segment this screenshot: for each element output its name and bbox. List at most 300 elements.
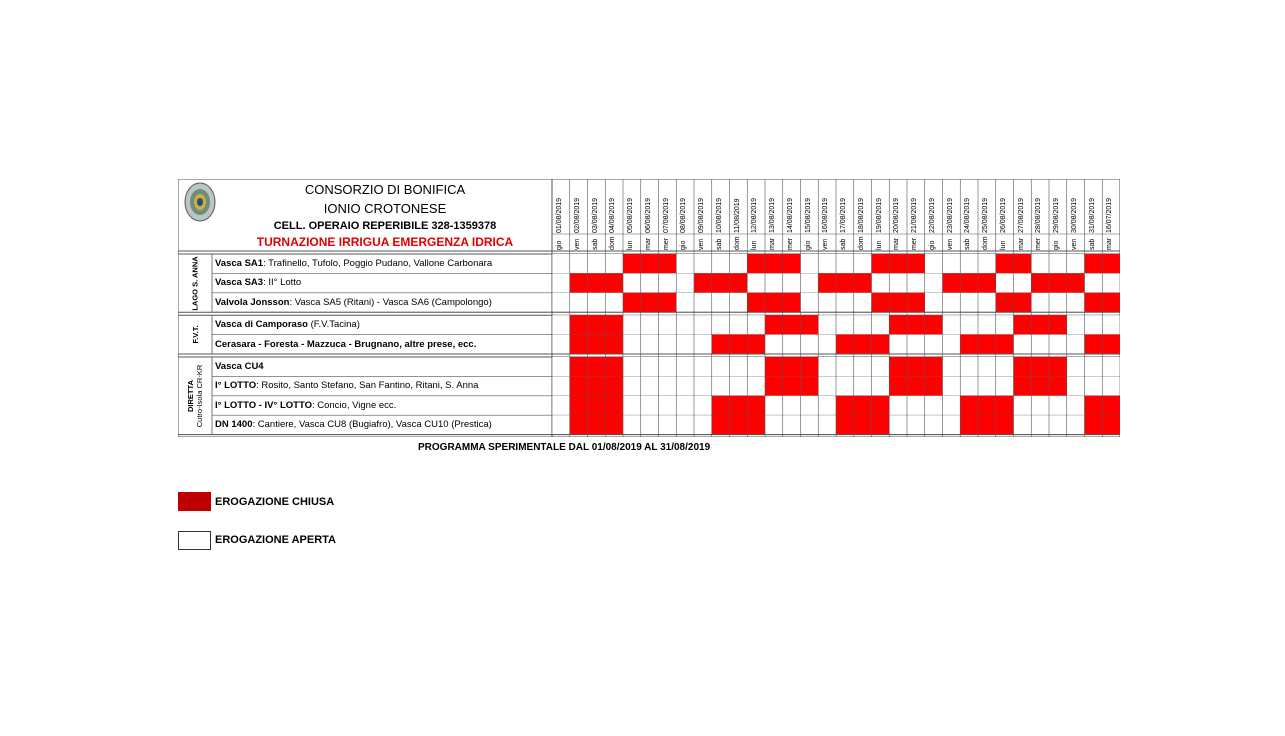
cell-open [836, 254, 854, 273]
column-day-label: sab [1088, 238, 1096, 250]
cell-open [588, 293, 606, 312]
cell-open [943, 254, 961, 273]
cell-closed [818, 273, 836, 292]
cell-open [552, 357, 570, 376]
cell-open [623, 415, 641, 434]
cell-open [747, 273, 765, 292]
cell-closed [996, 293, 1014, 312]
column-day-label: ven [1070, 238, 1078, 250]
cell-open [676, 357, 694, 376]
column-day-label: mer [662, 237, 670, 250]
cell-closed [907, 376, 925, 395]
cell-open [552, 254, 570, 273]
cell-open [1049, 254, 1067, 273]
cell-open [889, 273, 907, 292]
cell-closed [907, 357, 925, 376]
cell-closed [996, 415, 1014, 434]
column-date-label: 02/08/2019 [573, 197, 581, 233]
cell-open [641, 315, 659, 334]
column-date-label: 19/08/2019 [875, 197, 883, 233]
column-date-label: 17/08/2019 [840, 197, 847, 233]
cell-open [978, 293, 996, 312]
cell-closed [889, 293, 907, 312]
column-date-label: 14/08/2019 [786, 197, 794, 233]
cell-open [623, 396, 641, 415]
cell-closed [1049, 315, 1067, 334]
cell-open [730, 357, 748, 376]
cell-open [712, 254, 730, 273]
row-detail: : Rosito, Santo Stefano, San Fantino, Ritani, S. Anna [256, 380, 479, 392]
column-date-label: 18/08/2019 [857, 197, 865, 233]
row-label [215, 357, 551, 376]
cell-closed [925, 376, 943, 395]
cell-closed [978, 335, 996, 354]
cell-open [552, 315, 570, 334]
column-date-label: 13/08/2019 [769, 197, 776, 233]
cell-open [836, 293, 854, 312]
legend-closed-swatch [178, 492, 211, 511]
cell-open [960, 315, 978, 334]
column-date-label: 27/08/2019 [1017, 197, 1025, 233]
row-label [215, 396, 551, 415]
cell-open [818, 357, 836, 376]
legend-open-label: EROGAZIONE APERTA [215, 534, 337, 546]
cell-closed [889, 315, 907, 334]
cell-open [1085, 273, 1103, 292]
cell-open [907, 335, 925, 354]
cell-open [1067, 396, 1085, 415]
cell-open [1014, 396, 1032, 415]
cell-closed [730, 415, 748, 434]
cell-open [960, 376, 978, 395]
cell-open [1049, 396, 1067, 415]
column-day-label: dom [857, 236, 865, 250]
cell-open [1085, 357, 1103, 376]
cell-open [943, 396, 961, 415]
column-date-label: 12/08/2019 [751, 197, 759, 233]
row-detail: : Cantiere, Vasca CU8 (Bugiafro), Vasca CU10 (Prestica) [252, 419, 492, 431]
cell-open [783, 335, 801, 354]
cell-open [943, 376, 961, 395]
cell-closed [605, 357, 623, 376]
column-day-label: gio [680, 240, 688, 250]
cell-closed [960, 273, 978, 292]
cell-closed [588, 357, 606, 376]
consortium-logo-icon [184, 182, 216, 222]
cell-open [1049, 335, 1067, 354]
cell-closed [747, 293, 765, 312]
cell-open [801, 254, 819, 273]
cell-open [659, 376, 677, 395]
cell-closed [712, 415, 730, 434]
cell-open [1085, 376, 1103, 395]
cell-closed [872, 254, 890, 273]
cell-closed [925, 315, 943, 334]
cell-closed [570, 415, 588, 434]
cell-closed [854, 396, 872, 415]
cell-open [978, 254, 996, 273]
cell-closed [570, 396, 588, 415]
cell-closed [925, 357, 943, 376]
cell-open [854, 254, 872, 273]
row-label [215, 293, 551, 312]
column-date-label: 21/08/2019 [911, 197, 918, 233]
row-name: Cerasara - Foresta - Mazzuca - Brugnano, altre prese, ecc. [215, 338, 477, 350]
cell-closed [1049, 376, 1067, 395]
cell-closed [570, 335, 588, 354]
cell-open [659, 396, 677, 415]
cell-open [925, 293, 943, 312]
cell-open [1067, 293, 1085, 312]
column-day-label: gio [928, 240, 936, 250]
column-day-label: mer [786, 237, 794, 250]
row-name: I° LOTTO - IV° LOTTO [215, 399, 312, 411]
cell-open [694, 376, 712, 395]
group-label-line: DIRETTA [186, 379, 195, 412]
cell-open [943, 357, 961, 376]
cell-closed [872, 335, 890, 354]
cell-open [676, 254, 694, 273]
cell-open [641, 415, 659, 434]
column-date-label: 06/08/2019 [644, 197, 652, 233]
cell-open [570, 254, 588, 273]
group-label-line: F.V.T. [190, 325, 200, 344]
cell-open [1067, 415, 1085, 434]
cell-closed [712, 335, 730, 354]
column-date-label: 23/08/2019 [946, 197, 954, 233]
cell-open [801, 293, 819, 312]
cell-open [694, 415, 712, 434]
cell-open [925, 415, 943, 434]
cell-closed [623, 293, 641, 312]
group-label [191, 315, 200, 354]
cell-open [659, 315, 677, 334]
row-label [215, 315, 551, 334]
cell-closed [747, 415, 765, 434]
cell-closed [1085, 335, 1103, 354]
cell-open [818, 376, 836, 395]
cell-closed [570, 315, 588, 334]
cell-closed [659, 254, 677, 273]
column-date-label: 03/08/2019 [591, 197, 599, 233]
cell-open [854, 357, 872, 376]
cell-open [1014, 415, 1032, 434]
cell-open [907, 415, 925, 434]
cell-open [801, 415, 819, 434]
cell-closed [605, 335, 623, 354]
cell-open [943, 335, 961, 354]
cell-open [570, 293, 588, 312]
cell-closed [712, 396, 730, 415]
cell-open [801, 335, 819, 354]
cell-closed [730, 396, 748, 415]
cell-closed [588, 396, 606, 415]
row-detail: : Concio, Vigne ecc. [311, 399, 397, 411]
cell-open [676, 376, 694, 395]
cell-open [676, 335, 694, 354]
cell-open [925, 396, 943, 415]
column-day-label: dom [609, 236, 617, 250]
cell-open [659, 415, 677, 434]
cell-open [818, 293, 836, 312]
cell-open [552, 335, 570, 354]
cell-open [623, 376, 641, 395]
org-line-2: IONIO CROTONESE [323, 201, 447, 216]
row-name: Valvola Jonsson [215, 296, 290, 308]
column-date-label: 24/08/2019 [964, 197, 972, 233]
cell-open [765, 335, 783, 354]
cell-open [712, 315, 730, 334]
cell-open [694, 254, 712, 273]
column-date-label: 05/08/2019 [627, 197, 634, 233]
cell-open [1031, 293, 1049, 312]
cell-closed [659, 293, 677, 312]
cell-open [605, 293, 623, 312]
group-label-line: Cutro-Isola CR-KR [195, 364, 204, 428]
cell-open [730, 315, 748, 334]
column-date-label: 16/07/2019 [1106, 197, 1114, 233]
cell-open [960, 254, 978, 273]
cell-open [676, 273, 694, 292]
cell-closed [694, 273, 712, 292]
cell-open [1031, 335, 1049, 354]
cell-closed [730, 335, 748, 354]
cell-closed [872, 293, 890, 312]
cell-closed [1102, 293, 1120, 312]
cell-open [659, 335, 677, 354]
cell-open [694, 315, 712, 334]
cell-open [801, 396, 819, 415]
column-day-label: dom [982, 236, 989, 250]
cell-closed [978, 415, 996, 434]
column-day-label: mar [1106, 237, 1114, 250]
cell-closed [960, 396, 978, 415]
cell-closed [783, 293, 801, 312]
cell-open [907, 273, 925, 292]
cell-closed [960, 335, 978, 354]
cell-open [1102, 376, 1120, 395]
cell-open [1049, 293, 1067, 312]
cell-closed [943, 273, 961, 292]
cell-open [872, 315, 890, 334]
cell-open [854, 315, 872, 334]
column-day-label: dom [733, 236, 741, 250]
column-date-label: 09/08/2019 [698, 197, 705, 233]
cell-closed [996, 254, 1014, 273]
row-label [215, 273, 551, 292]
cell-closed [836, 335, 854, 354]
cell-closed [765, 357, 783, 376]
cell-closed [605, 273, 623, 292]
cell-open [712, 357, 730, 376]
row-detail: : II° Lotto [263, 277, 302, 289]
cell-closed [854, 415, 872, 434]
cell-open [1031, 396, 1049, 415]
cell-open [836, 357, 854, 376]
cell-closed [765, 293, 783, 312]
column-day-label: mar [1017, 237, 1025, 250]
cell-open [818, 315, 836, 334]
cell-open [978, 376, 996, 395]
cell-open [943, 293, 961, 312]
cell-closed [872, 396, 890, 415]
cell-closed [605, 315, 623, 334]
column-date-label: 08/08/2019 [680, 197, 688, 233]
cell-open [659, 357, 677, 376]
cell-open [747, 357, 765, 376]
cell-open [676, 396, 694, 415]
cell-open [1049, 415, 1067, 434]
row-detail: : Vasca SA5 (Ritani) - Vasca SA6 (Campolongo) [289, 296, 492, 308]
cell-open [907, 396, 925, 415]
cell-open [552, 273, 570, 292]
cell-closed [588, 273, 606, 292]
column-day-label: gio [556, 240, 563, 250]
column-date-label: 30/08/2019 [1070, 197, 1078, 233]
cell-open [1085, 315, 1103, 334]
column-day-label: ven [946, 238, 954, 250]
cell-closed [783, 315, 801, 334]
org-line-1: CONSORZIO DI BONIFICA [304, 182, 466, 197]
cell-open [872, 273, 890, 292]
cell-closed [588, 315, 606, 334]
column-day-label: sab [840, 238, 847, 250]
cell-open [1067, 335, 1085, 354]
column-date-label: 04/08/2019 [609, 197, 617, 233]
cell-open [1067, 357, 1085, 376]
column-day-label: mer [1035, 237, 1043, 250]
cell-closed [1049, 273, 1067, 292]
cell-open [623, 335, 641, 354]
cell-closed [1102, 335, 1120, 354]
cell-open [641, 335, 659, 354]
cell-closed [996, 396, 1014, 415]
cell-open [765, 396, 783, 415]
column-day-label: lun [751, 240, 759, 250]
cell-open [996, 357, 1014, 376]
cell-open [1067, 254, 1085, 273]
cell-closed [570, 376, 588, 395]
cell-open [925, 335, 943, 354]
cell-closed [1031, 315, 1049, 334]
cell-open [889, 415, 907, 434]
cell-closed [623, 254, 641, 273]
cell-closed [747, 254, 765, 273]
cell-closed [907, 293, 925, 312]
cell-closed [605, 376, 623, 395]
cell-closed [1014, 254, 1032, 273]
cell-closed [889, 254, 907, 273]
cell-closed [978, 396, 996, 415]
column-day-label: mer [911, 237, 918, 250]
cell-closed [1031, 273, 1049, 292]
cell-closed [872, 415, 890, 434]
cell-open [854, 293, 872, 312]
row-name: I° LOTTO [215, 380, 257, 392]
cell-closed [907, 315, 925, 334]
cell-closed [1085, 254, 1103, 273]
cell-closed [765, 376, 783, 395]
cell-open [960, 293, 978, 312]
cell-closed [1031, 376, 1049, 395]
column-date-label: 16/08/2019 [822, 197, 830, 233]
cell-open [552, 293, 570, 312]
cell-open [1031, 254, 1049, 273]
cell-closed [588, 335, 606, 354]
cell-open [978, 357, 996, 376]
cell-open [872, 357, 890, 376]
cell-closed [854, 335, 872, 354]
legend-closed-label: EROGAZIONE CHIUSA [215, 496, 335, 508]
program-note: PROGRAMMA SPERIMENTALE DAL 01/08/2019 AL 31/08/2019 [418, 442, 711, 453]
cell-open [641, 376, 659, 395]
cell-open [978, 315, 996, 334]
cell-closed [836, 273, 854, 292]
cell-closed [1102, 415, 1120, 434]
cell-open [818, 396, 836, 415]
cell-open [818, 254, 836, 273]
cell-open [588, 254, 606, 273]
cell-closed [907, 254, 925, 273]
cell-open [712, 376, 730, 395]
row-name: Vasca SA3 [215, 277, 264, 289]
cell-closed [588, 415, 606, 434]
cell-closed [1049, 357, 1067, 376]
cell-open [872, 376, 890, 395]
column-day-label: gio [1053, 240, 1060, 250]
cell-open [694, 293, 712, 312]
cell-closed [730, 273, 748, 292]
group-label [191, 254, 200, 312]
cell-closed [570, 273, 588, 292]
cell-closed [978, 273, 996, 292]
cell-closed [783, 254, 801, 273]
cell-open [996, 376, 1014, 395]
column-date-label: 20/08/2019 [893, 197, 901, 233]
cell-open [659, 273, 677, 292]
row-detail: (F.V.Tacina) [307, 319, 360, 331]
cell-closed [1085, 396, 1103, 415]
cell-closed [1014, 357, 1032, 376]
cell-open [765, 273, 783, 292]
cell-closed [1085, 415, 1103, 434]
column-day-label: mar [644, 237, 652, 250]
cell-open [730, 254, 748, 273]
cell-closed [996, 335, 1014, 354]
cell-closed [801, 357, 819, 376]
cell-open [623, 273, 641, 292]
cell-open [1067, 315, 1085, 334]
cell-open [747, 315, 765, 334]
column-date-label: 29/08/2019 [1053, 197, 1060, 233]
cell-open [836, 315, 854, 334]
cell-open [925, 273, 943, 292]
column-date-label: 15/08/2019 [804, 197, 812, 233]
row-label [215, 335, 551, 354]
cell-open [1014, 335, 1032, 354]
cell-closed [783, 357, 801, 376]
cell-closed [1085, 293, 1103, 312]
column-date-label: 11/08/2019 [733, 198, 741, 233]
cell-closed [1014, 376, 1032, 395]
cell-open [996, 273, 1014, 292]
cell-closed [854, 273, 872, 292]
row-name: Vasca CU4 [215, 361, 264, 372]
phone-line: CELL. OPERAIO REPERIBILE 328-1359378 [273, 220, 497, 232]
cell-closed [1102, 254, 1120, 273]
cell-open [676, 415, 694, 434]
cell-closed [801, 315, 819, 334]
